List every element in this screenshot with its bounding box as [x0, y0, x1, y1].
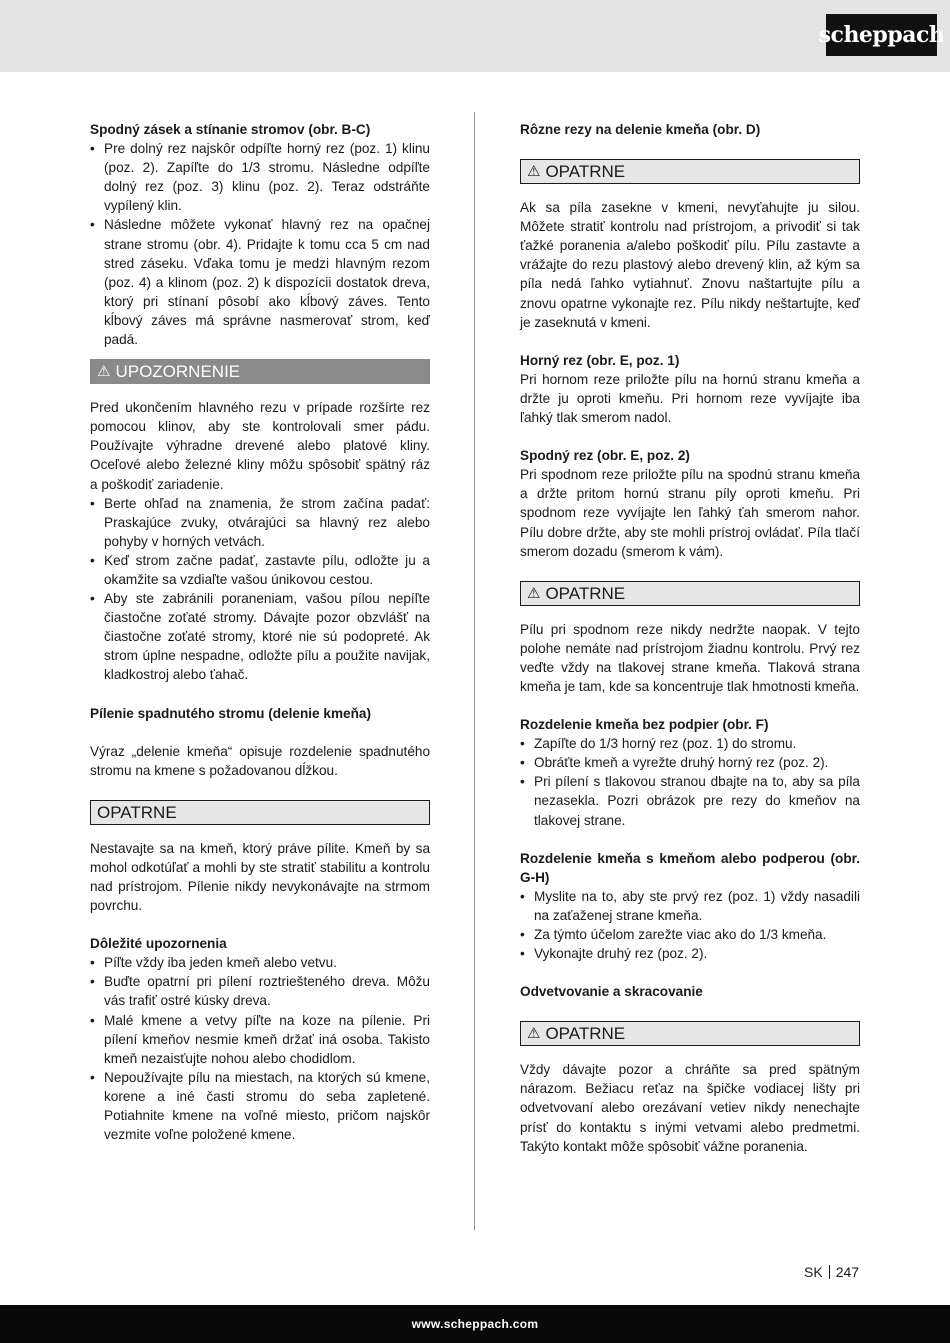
caution-box-opatrne — [520, 1021, 860, 1046]
footer-url[interactable]: www.scheppach.com — [411, 1317, 539, 1331]
warning-box-upozornenie — [90, 359, 430, 384]
list-item: • Následne môžete vykonať hlavný rez na opačnej strane stromu (obr. 4). Pridajte k tomu cca 5 cm nad stred záseku. Vďaka tomu je medzi hlavným rezom (poz. 4) a klinom (poz. 2) k dispozícii dostatok dreva, ktorý pri stínaní pôsobí ako kĺbový záves. Tento kĺbový záves má správne nasmerovať strom, keď padá. — [90, 215, 430, 349]
caution-text: Pílu pri spodnom reze nikdy nedržte naopak. V tejto polohe nemáte nad prístrojom žiadnu kontrolu. Prvý rez veďte vždy na tlakovej strane kmeňa. Tlaková strana kmeňa je tam, kde sa koncentruje tlak hmotnosti kmeňa. — [520, 621, 860, 694]
footer-bar — [0, 1305, 950, 1343]
right-column — [520, 120, 860, 1156]
bottom-cut-text: Pri spodnom reze priložte pílu na spodnú stranu kmeňa a držte pritom hornú stranu píly oproti kmeňu. Pri spodnom reze vyvíjajte len ľahký ťah smerom nahor. Pílu dobre držte, aby ste mohli prístroj ovládať. Píla tlačí smerom dozadu (smerom k vám). — [520, 467, 860, 559]
with-support-list — [520, 887, 860, 963]
list-item: • Pre dolný rez najskôr odpíľte horný rez (poz. 1) klinu (poz. 2). Zapíľte do 1/3 stromu. Následne odpíľte dolný rez (poz. 3) klinu (poz. 2). Teraz odstráňte vypílený klin. — [90, 139, 430, 215]
scheppach-logo: scheppach — [826, 14, 937, 56]
list-item: • Píľte vždy iba jeden kmeň alebo vetvu. — [90, 953, 430, 972]
section-title-no-support: Rozdelenie kmeňa bez podpier (obr. F) — [520, 717, 769, 733]
caution-box-opatrne — [520, 159, 860, 184]
undercut-list — [90, 139, 430, 349]
list-item: • Za týmto účelom zarežte viac ako do 1/3 kmeňa. — [520, 925, 860, 944]
section-title-undercut: Spodný zásek a stínanie stromov (obr. B-C) — [90, 122, 371, 137]
page-number-separator — [829, 1265, 830, 1279]
caution-box-opatrne — [520, 581, 860, 606]
section-title-limbing: Odvetvovanie a skracovanie — [520, 984, 703, 1000]
caution-label: OPATRNE — [97, 802, 177, 822]
column-divider — [474, 112, 475, 1230]
warning-triangle-icon: ⚠ — [527, 1025, 541, 1043]
list-item: • Nepoužívajte pílu na miestach, na ktorých sú kmene, korene a iné časti stromu do seba zapletené. Potiahnite kmene na voľné miesto, pričom najskôr vezmite voľne položené kmene. — [90, 1068, 430, 1144]
list-item: • Malé kmene a vetvy píľte na koze na pílenie. Pri pílení kmeňov nesmie kmeň držať iná osoba. Takisto kmeň nezaisťujte nohou alebo chodidlom. — [90, 1011, 430, 1068]
warning-triangle-icon: ⚠ — [97, 363, 111, 381]
page-number-value: 247 — [835, 1264, 860, 1280]
list-item: • Buďte opatrní pri pílení roztriešteného dreva. Môžu vás trafiť ostré kúsky dreva. — [90, 972, 430, 1010]
warning-list — [90, 494, 430, 685]
warning-triangle-icon: ⚠ — [527, 163, 541, 181]
list-item: • Zapíľte do 1/3 horný rez (poz. 1) do stromu. — [520, 734, 860, 753]
list-item: • Aby ste zabránili poraneniam, vašou pílou nepíľte čiastočne zoťaté stromy. Dávajte pozor obzvlášť na čiastočne zoťaté stromy, ktoré nie sú podopreté. Ak strom úplne nespadne, odložte pílu a použite navijak, kladkostroj alebo ťahač. — [90, 589, 430, 684]
caution-label: OPATRNE — [545, 583, 626, 603]
list-item: • Myslite na to, aby ste prvý rez (poz. 1) vždy nasadili na zaťaženej strane kmeňa. — [520, 887, 860, 925]
left-column — [90, 120, 430, 1144]
section-title-fallen-tree: Pílenie spadnutého stromu (delenie kmeňa) — [90, 705, 371, 721]
caution-text: Ak sa píla zasekne v kmeni, nevyťahujte ju silou. Môžete stratiť kontrolu nad prístrojom, a privodiť si tak ťažké poranenia a/alebo poškodiť pílu. Pílu zastavte a vrážajte do rezu plastový alebo drevený klin, až kým sa píla nedá ľahko vytiahnuť. Znovu naštartujte pílu a znovu opatrne vykonajte rez. Pílu nikdy neštartujte, keď je zaseknutá v kmeni. — [520, 200, 860, 330]
list-item: • Vykonajte druhý rez (poz. 2). — [520, 944, 860, 963]
warning-text: Pred ukončením hlavného rezu v prípade rozšírte rez pomocou klinov, aby ste kontrolovali smer pádu. Používajte výhradne drevené alebo platové kliny. Oceľové alebo železné kliny môžu spôsobiť spätný ráz a poškodiť zariadenie. — [90, 400, 430, 492]
caution-text: Nestavajte sa na kmeň, ktorý práve pílite. Kmeň by sa mohol odkotúľať a mohli by ste stratiť stabilitu a kontrolu nad prístrojom. Pílenie nikdy nevykonávajte na strmom povrchu. — [90, 840, 430, 914]
no-support-list — [520, 734, 860, 829]
section-title-important: Dôležité upozornenia — [90, 936, 227, 952]
language-code: SK — [804, 1264, 823, 1280]
section-title-top-cut: Horný rez (obr. E, poz. 1) — [520, 352, 680, 368]
caution-label: OPATRNE — [545, 162, 626, 182]
caution-text: Vždy dávajte pozor a chráňte sa pred spätným nárazom. Bežiacu reťaz na špičke vodiacej lišty pri odvetvovaní alebo orezávaní vetiev nikdy nenechajte prísť do kontaktu s inými vetvami alebo predmetmi. Takýto kontakt môže spôsobiť vážne poranenia. — [520, 1062, 860, 1154]
list-item: • Pri pílení s tlakovou stranou dbajte na to, aby sa píla nezasekla. Pozri obrázok pre rezy do kmeňov na tlakovej strane. — [520, 772, 860, 829]
list-item: • Keď strom začne padať, zastavte pílu, odložte ju a okamžite sa vzdiaľte vašou únikovou cestou. — [90, 551, 430, 589]
top-cut-text: Pri hornom reze priložte pílu na hornú stranu kmeňa a držte ju oproti kmeňu. Pri hornom reze vyvíjajte iba ľahký tlak smerom nadol. — [520, 371, 860, 426]
list-item: • Obráťte kmeň a vyrežte druhý horný rez (poz. 2). — [520, 753, 860, 772]
section-title-with-support: Rozdelenie kmeňa s kmeňom alebo podperou (obr. G-H) — [520, 850, 860, 885]
header-bar — [0, 0, 950, 72]
page-number — [804, 1264, 859, 1280]
important-list — [90, 953, 430, 1144]
section-title-cuts: Rôzne rezy na delenie kmeňa (obr. D) — [520, 122, 761, 137]
section-title-bottom-cut: Spodný rez (obr. E, poz. 2) — [520, 448, 690, 464]
caution-box-opatrne — [90, 800, 430, 825]
caution-label: OPATRNE — [545, 1024, 626, 1044]
warning-label: UPOZORNENIE — [115, 362, 241, 382]
list-item: • Berte ohľad na znamenia, že strom začína padať: Praskajúce zvuky, otvárajúci sa hlavný rez alebo pohyby v horných vetvách. — [90, 494, 430, 551]
fallen-tree-text: Výraz „delenie kmeňa“ opisuje rozdelenie spadnutého stromu na kmene s požadovanou dĺžkou. — [90, 743, 430, 778]
warning-triangle-icon: ⚠ — [527, 584, 541, 602]
